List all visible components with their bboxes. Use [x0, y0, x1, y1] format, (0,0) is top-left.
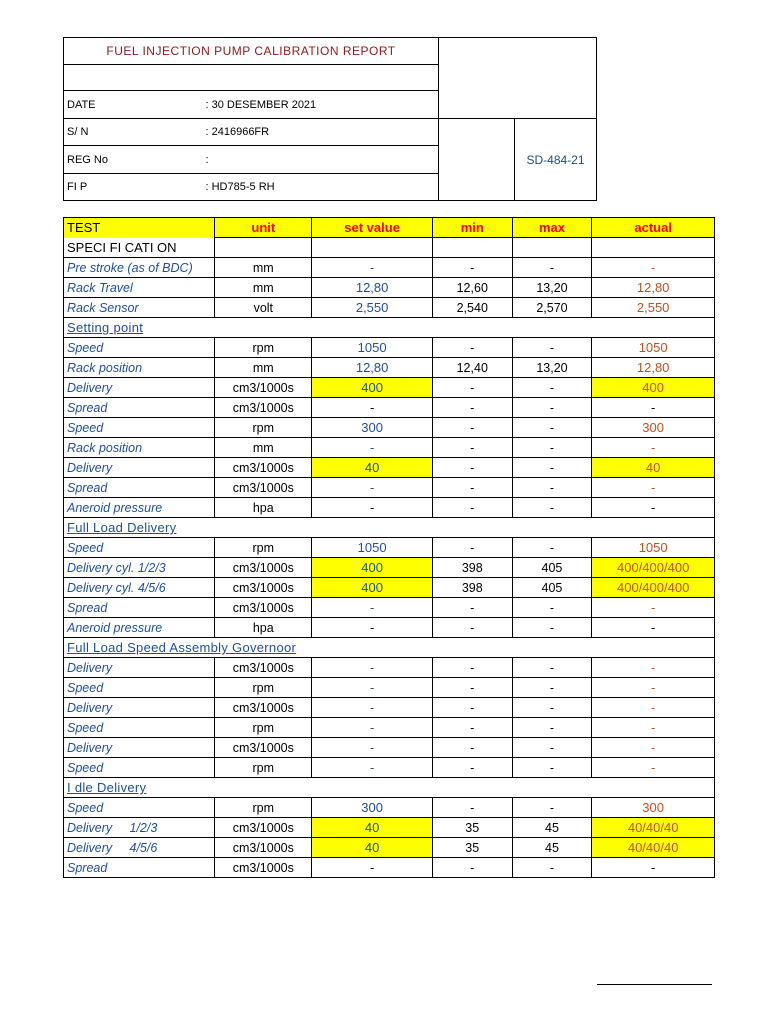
section-row: [64, 318, 715, 338]
actual-cell: 400/400/400: [592, 558, 715, 578]
header-spec-line1: TEST: [64, 218, 215, 238]
min-cell: 35: [432, 818, 512, 838]
actual-cell: -: [592, 758, 715, 778]
unit-cell: mm: [215, 358, 312, 378]
actual-cell: -: [592, 598, 715, 618]
header-blank-row: [64, 65, 439, 91]
set-value-cell: -: [312, 478, 433, 498]
max-cell: -: [512, 418, 592, 438]
max-cell: -: [512, 538, 592, 558]
report-header: [63, 37, 597, 201]
actual-cell: -: [592, 658, 715, 678]
unit-cell: hpa: [215, 618, 312, 638]
table-row: [64, 478, 715, 498]
actual-cell: -: [592, 678, 715, 698]
unit-cell: rpm: [215, 538, 312, 558]
actual-cell: 2,550: [592, 298, 715, 318]
actual-cell: 12,80: [592, 278, 715, 298]
table-row: [64, 698, 715, 718]
min-cell: -: [432, 738, 512, 758]
header-blank-cell: [215, 238, 312, 258]
max-cell: -: [512, 258, 592, 278]
max-cell: -: [512, 738, 592, 758]
max-cell: 405: [512, 558, 592, 578]
actual-cell: 40/40/40: [592, 818, 715, 838]
unit-cell: rpm: [215, 758, 312, 778]
min-cell: -: [432, 598, 512, 618]
min-cell: -: [432, 478, 512, 498]
set-value-cell: -: [312, 498, 433, 518]
param-cell: Rack position: [64, 358, 215, 378]
unit-cell: cm3/1000s: [215, 598, 312, 618]
min-cell: -: [432, 378, 512, 398]
actual-cell: -: [592, 718, 715, 738]
min-cell: 12,40: [432, 358, 512, 378]
actual-cell: -: [592, 698, 715, 718]
set-value-cell: -: [312, 258, 433, 278]
actual-cell: -: [592, 478, 715, 498]
unit-cell: mm: [215, 438, 312, 458]
section-row: [64, 638, 715, 658]
max-cell: -: [512, 718, 592, 738]
section-row: [64, 518, 715, 538]
min-cell: -: [432, 338, 512, 358]
unit-cell: cm3/1000s: [215, 818, 312, 838]
min-cell: -: [432, 538, 512, 558]
set-value-cell: -: [312, 738, 433, 758]
actual-cell: -: [592, 618, 715, 638]
min-cell: -: [432, 258, 512, 278]
actual-cell: 12,80: [592, 358, 715, 378]
param-cell: Delivery: [64, 378, 215, 398]
min-cell: -: [432, 618, 512, 638]
actual-cell: 40: [592, 458, 715, 478]
set-value-cell: 400: [312, 558, 433, 578]
table-row: [64, 558, 715, 578]
min-cell: -: [432, 498, 512, 518]
max-cell: -: [512, 398, 592, 418]
param-cell: Rack Travel: [64, 278, 215, 298]
set-value-cell: -: [312, 758, 433, 778]
unit-cell: cm3/1000s: [215, 658, 312, 678]
param-cell: Delivery: [64, 458, 215, 478]
table-row: [64, 838, 715, 858]
param-cell: Rack position: [64, 438, 215, 458]
set-value-cell: 1050: [312, 338, 433, 358]
param-cell: Delivery cyl. 1/2/3: [64, 558, 215, 578]
reg-label: REG No: [64, 146, 203, 174]
param-cell: Rack Sensor: [64, 298, 215, 318]
section-title: Setting point: [64, 318, 715, 338]
set-value-cell: -: [312, 858, 433, 878]
header-blank-cell: [592, 238, 715, 258]
header-blank-cell: [432, 238, 512, 258]
table-row: [64, 498, 715, 518]
header-spec-line2: SPECI FI CATI ON: [64, 238, 215, 258]
table-row: [64, 578, 715, 598]
set-value-cell: 12,80: [312, 358, 433, 378]
min-cell: -: [432, 758, 512, 778]
unit-cell: cm3/1000s: [215, 558, 312, 578]
table-row: [64, 338, 715, 358]
table-row: [64, 598, 715, 618]
min-cell: 398: [432, 558, 512, 578]
unit-cell: cm3/1000s: [215, 578, 312, 598]
actual-cell: 1050: [592, 338, 715, 358]
param-cell: Aneroid pressure: [64, 498, 215, 518]
max-cell: -: [512, 438, 592, 458]
fip-label: FI P: [64, 174, 203, 201]
param-cell: Delivery 1/2/3: [64, 818, 215, 838]
table-row: [64, 258, 715, 278]
set-value-cell: 400: [312, 378, 433, 398]
actual-cell: -: [592, 258, 715, 278]
set-value-cell: -: [312, 618, 433, 638]
table-row: [64, 378, 715, 398]
table-row: [64, 658, 715, 678]
actual-cell: 300: [592, 798, 715, 818]
actual-cell: 400/400/400: [592, 578, 715, 598]
actual-cell: 300: [592, 418, 715, 438]
unit-cell: cm3/1000s: [215, 478, 312, 498]
max-cell: -: [512, 678, 592, 698]
param-cell: Delivery: [64, 658, 215, 678]
header-blank-box: [439, 38, 597, 119]
table-row: [64, 858, 715, 878]
max-cell: 13,20: [512, 358, 592, 378]
max-cell: -: [512, 658, 592, 678]
calibration-table: [63, 217, 715, 878]
param-cell: Delivery 4/5/6: [64, 838, 215, 858]
max-cell: 2,570: [512, 298, 592, 318]
unit-cell: cm3/1000s: [215, 378, 312, 398]
set-value-cell: 300: [312, 798, 433, 818]
sn-value: : 2416966FR: [203, 119, 439, 146]
set-value-cell: -: [312, 598, 433, 618]
unit-cell: volt: [215, 298, 312, 318]
param-cell: Delivery cyl. 4/5/6: [64, 578, 215, 598]
max-cell: 45: [512, 818, 592, 838]
set-value-cell: -: [312, 718, 433, 738]
param-cell: Speed: [64, 338, 215, 358]
actual-cell: -: [592, 858, 715, 878]
unit-cell: cm3/1000s: [215, 738, 312, 758]
table-row: [64, 278, 715, 298]
min-cell: -: [432, 418, 512, 438]
signature-line: [597, 984, 712, 985]
date-label: DATE: [64, 91, 203, 119]
min-cell: -: [432, 398, 512, 418]
param-cell: Spread: [64, 858, 215, 878]
max-cell: -: [512, 698, 592, 718]
min-cell: 12,60: [432, 278, 512, 298]
max-cell: -: [512, 858, 592, 878]
min-cell: 35: [432, 838, 512, 858]
actual-cell: -: [592, 398, 715, 418]
section-row: [64, 778, 715, 798]
min-cell: -: [432, 718, 512, 738]
set-value-cell: -: [312, 398, 433, 418]
table-row: [64, 738, 715, 758]
unit-cell: mm: [215, 258, 312, 278]
min-cell: -: [432, 438, 512, 458]
table-row: [64, 718, 715, 738]
max-cell: -: [512, 598, 592, 618]
param-cell: Spread: [64, 478, 215, 498]
table-row: [64, 418, 715, 438]
unit-cell: mm: [215, 278, 312, 298]
actual-cell: 1050: [592, 538, 715, 558]
param-cell: Speed: [64, 718, 215, 738]
section-title: Full Load Speed Assembly Governoor: [64, 638, 715, 658]
date-value: : 30 DESEMBER 2021: [203, 91, 439, 119]
unit-cell: rpm: [215, 678, 312, 698]
param-cell: Spread: [64, 398, 215, 418]
section-title: I dle Delivery: [64, 778, 715, 798]
max-cell: -: [512, 478, 592, 498]
unit-cell: cm3/1000s: [215, 858, 312, 878]
max-cell: 13,20: [512, 278, 592, 298]
min-cell: -: [432, 658, 512, 678]
table-row: [64, 398, 715, 418]
max-cell: -: [512, 378, 592, 398]
unit-cell: cm3/1000s: [215, 838, 312, 858]
set-value-cell: 40: [312, 818, 433, 838]
param-cell: Speed: [64, 758, 215, 778]
param-cell: Speed: [64, 418, 215, 438]
max-cell: -: [512, 338, 592, 358]
table-row: [64, 358, 715, 378]
header-max: max: [512, 218, 592, 238]
table-row: [64, 678, 715, 698]
reg-value: :: [203, 146, 439, 174]
set-value-cell: 2,550: [312, 298, 433, 318]
param-cell: Speed: [64, 538, 215, 558]
max-cell: -: [512, 458, 592, 478]
unit-cell: hpa: [215, 498, 312, 518]
header-side-blank: [439, 119, 515, 201]
report-title: FUEL INJECTION PUMP CALIBRATION REPORT: [64, 38, 439, 65]
unit-cell: cm3/1000s: [215, 458, 312, 478]
set-value-cell: -: [312, 438, 433, 458]
unit-cell: cm3/1000s: [215, 398, 312, 418]
param-cell: Aneroid pressure: [64, 618, 215, 638]
table-row: [64, 618, 715, 638]
set-value-cell: 40: [312, 838, 433, 858]
header-unit: unit: [215, 218, 312, 238]
header-set-value: set value: [312, 218, 433, 238]
set-value-cell: 40: [312, 458, 433, 478]
actual-cell: -: [592, 438, 715, 458]
table-row: [64, 798, 715, 818]
set-value-cell: 12,80: [312, 278, 433, 298]
param-cell: Spread: [64, 598, 215, 618]
max-cell: 405: [512, 578, 592, 598]
unit-cell: rpm: [215, 338, 312, 358]
param-cell: Speed: [64, 798, 215, 818]
unit-cell: rpm: [215, 718, 312, 738]
min-cell: -: [432, 458, 512, 478]
table-row: [64, 458, 715, 478]
unit-cell: cm3/1000s: [215, 698, 312, 718]
set-value-cell: -: [312, 678, 433, 698]
actual-cell: 400: [592, 378, 715, 398]
param-cell: Delivery: [64, 698, 215, 718]
set-value-cell: -: [312, 698, 433, 718]
unit-cell: rpm: [215, 798, 312, 818]
sn-label: S/ N: [64, 119, 203, 146]
min-cell: -: [432, 798, 512, 818]
min-cell: -: [432, 858, 512, 878]
table-row: [64, 538, 715, 558]
actual-cell: -: [592, 738, 715, 758]
set-value-cell: 1050: [312, 538, 433, 558]
document-code: SD-484-21: [515, 119, 597, 201]
table-row: [64, 438, 715, 458]
set-value-cell: 400: [312, 578, 433, 598]
actual-cell: -: [592, 498, 715, 518]
max-cell: -: [512, 498, 592, 518]
max-cell: -: [512, 618, 592, 638]
param-cell: Speed: [64, 678, 215, 698]
header-actual: actual: [592, 218, 715, 238]
set-value-cell: -: [312, 658, 433, 678]
min-cell: -: [432, 678, 512, 698]
max-cell: -: [512, 758, 592, 778]
section-title: Full Load Delivery: [64, 518, 715, 538]
actual-cell: 40/40/40: [592, 838, 715, 858]
fip-value: : HD785-5 RH: [203, 174, 439, 201]
table-row: [64, 758, 715, 778]
param-cell: Delivery: [64, 738, 215, 758]
max-cell: 45: [512, 838, 592, 858]
set-value-cell: 300: [312, 418, 433, 438]
max-cell: -: [512, 798, 592, 818]
table-row: [64, 818, 715, 838]
header-blank-cell: [512, 238, 592, 258]
min-cell: 398: [432, 578, 512, 598]
header-blank-cell: [312, 238, 433, 258]
param-cell: Pre stroke (as of BDC): [64, 258, 215, 278]
table-row: [64, 298, 715, 318]
min-cell: -: [432, 698, 512, 718]
min-cell: 2,540: [432, 298, 512, 318]
unit-cell: rpm: [215, 418, 312, 438]
header-min: min: [432, 218, 512, 238]
